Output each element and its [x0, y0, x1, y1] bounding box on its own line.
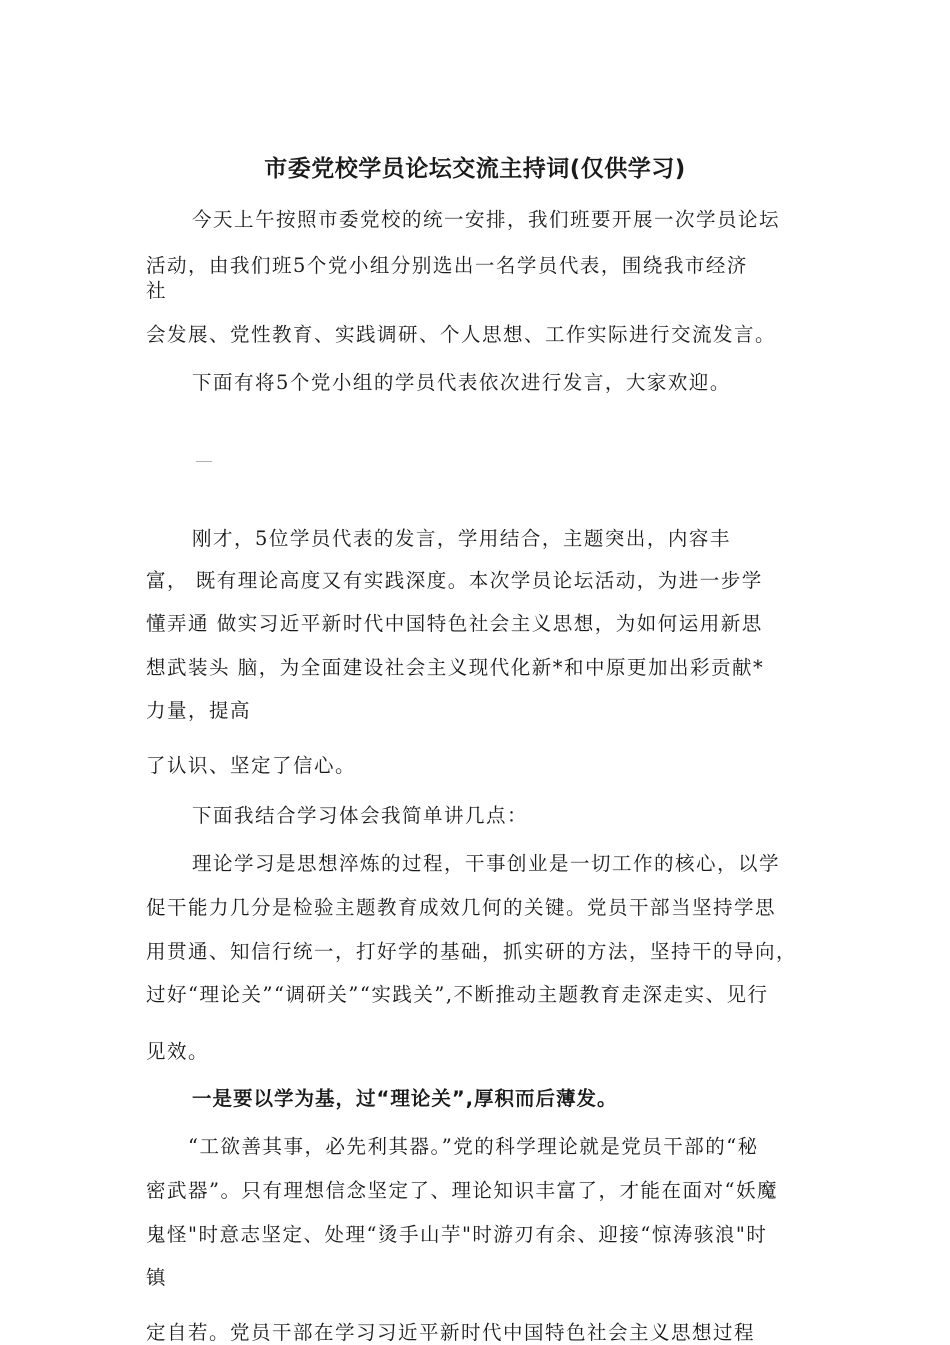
- paragraph-line: “工欲善其事，必先利其器。”党的科学理论就是党员干部的“秘: [188, 1135, 759, 1158]
- paragraph-line: 活动，由我们班5个党小组分别选出一名学员代表，围绕我市经济: [146, 254, 748, 277]
- document-title: 市委党校学员论坛交流主持词(仅供学习): [264, 156, 686, 182]
- paragraph-line: 刚才，5位学员代表的发言，学用结合，主题突出，内容丰: [192, 527, 731, 550]
- paragraph-line: 促干能力几分是检验主题教育成效几何的关键。党员干部当坚持学思: [146, 896, 777, 919]
- paragraph-line: 过好“理论关”“调研关”“实践关”,不断推动主题教育走深走实、见行: [146, 983, 769, 1006]
- paragraph-line: 社: [146, 279, 168, 302]
- paragraph-line: 了认识、坚定了信心。: [146, 754, 357, 777]
- paragraph-line: 定自若。党员干部在学习习近平新时代中国特色社会主义思想过程: [146, 1321, 756, 1344]
- paragraph-line: 懂弄通 做实习近平新时代中国特色社会主义思想，为如何运用新思: [146, 612, 763, 635]
- paragraph-line: 密武器”。只有理想信念坚定了、理论知识丰富了，才能在面对“妖魔: [146, 1179, 778, 1202]
- paragraph-line: 下面有将5个党小组的学员代表依次进行发言，大家欢迎。: [192, 371, 731, 394]
- paragraph-line: 见效。: [146, 1040, 210, 1063]
- paragraph-line: 富， 既有理论高度又有实践深度。本次学员论坛活动，为进一步学: [146, 569, 763, 592]
- paragraph-line: 用贯通、知信行统一，打好学的基础，抓实研的方法，坚持干的导向，: [146, 940, 798, 963]
- paragraph-line: 想武装头 脑，为全面建设社会主义现代化新*和中原更加出彩贡献*: [146, 656, 765, 679]
- section-heading: 一是要以学为基，过“理论关”,厚积而后薄发。: [192, 1087, 618, 1110]
- paragraph-line: 下面我结合学习体会我简单讲几点：: [192, 804, 529, 827]
- paragraph-line: 理论学习是思想淬炼的过程，干事创业是一切工作的核心，以学: [192, 852, 781, 875]
- paragraph-line: 今天上午按照市委党校的统一安排，我们班要开展一次学员论坛: [192, 208, 781, 231]
- small-dash-mark: [196, 461, 212, 462]
- paragraph-line: 鬼怪"时意志坚定、处理“烫手山芋"时游刃有余、迎接“惊涛骇浪"时: [146, 1223, 768, 1246]
- paragraph-line: 镇: [146, 1266, 168, 1289]
- paragraph-line: 会发展、党性教育、实践调研、个人思想、工作实际进行交流发言。: [146, 323, 777, 346]
- paragraph-line: 力量，提高: [146, 699, 252, 722]
